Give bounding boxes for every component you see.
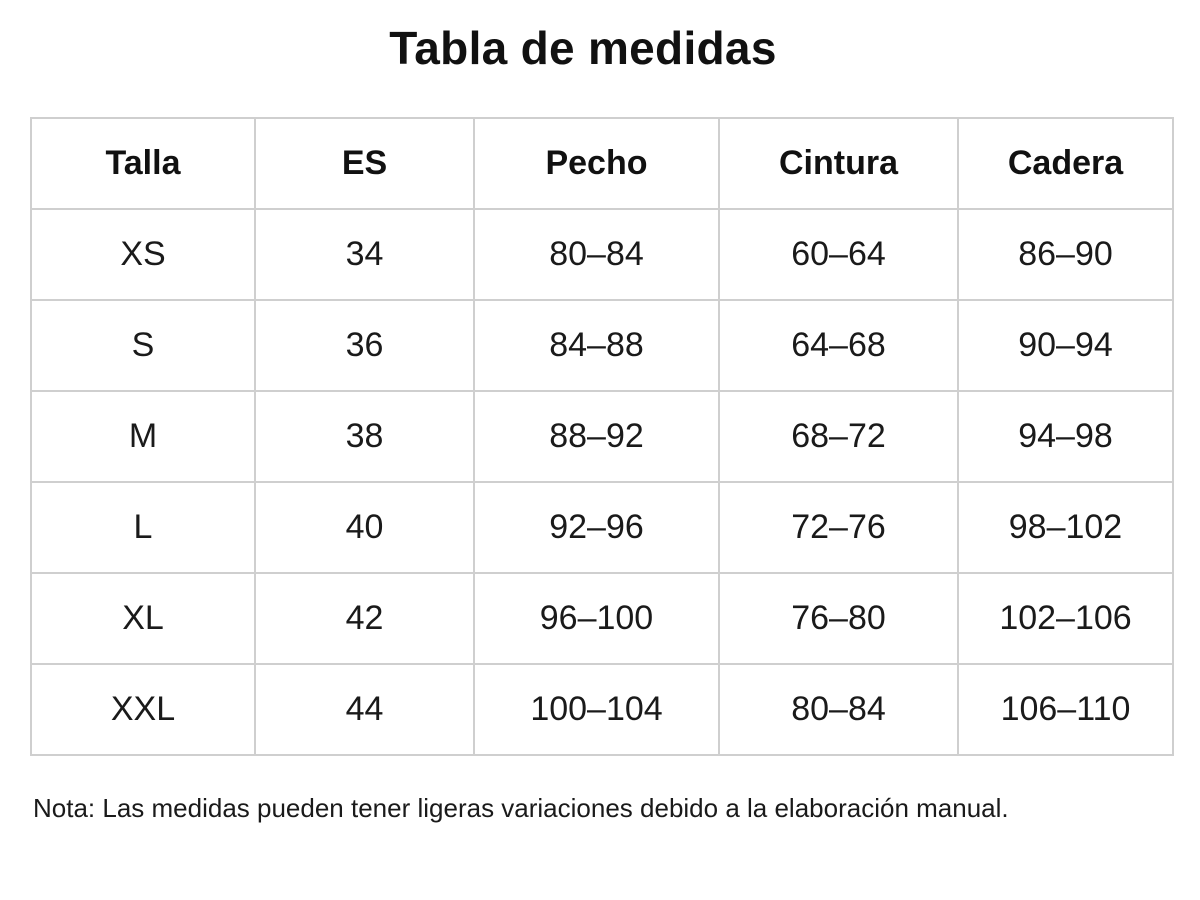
table-row [31,482,1173,573]
cell-pecho: 96–100 [474,573,719,664]
cell-talla: XS [31,209,255,300]
cell-talla: M [31,391,255,482]
cell-cadera: 102–106 [958,573,1173,664]
table-row [31,391,1173,482]
cell-cadera: 98–102 [958,482,1173,573]
cell-cintura: 68–72 [719,391,958,482]
table-row [31,209,1173,300]
cell-pecho: 92–96 [474,482,719,573]
cell-es: 40 [255,482,474,573]
cell-talla: S [31,300,255,391]
cell-talla: XXL [31,664,255,755]
table-header-row [31,118,1173,209]
cell-talla: XL [31,573,255,664]
table-row [31,300,1173,391]
cell-cintura: 76–80 [719,573,958,664]
cell-talla: L [31,482,255,573]
cell-es: 42 [255,573,474,664]
cell-es: 36 [255,300,474,391]
cell-pecho: 88–92 [474,391,719,482]
cell-cintura: 60–64 [719,209,958,300]
table-row [31,664,1173,755]
cell-cadera: 90–94 [958,300,1173,391]
footnote: Nota: Las medidas pueden tener ligeras variaciones debido a la elaboración manual. [33,793,1009,823]
header-cadera: Cadera [958,118,1173,209]
cell-cadera: 86–90 [958,209,1173,300]
cell-cintura: 80–84 [719,664,958,755]
cell-es: 34 [255,209,474,300]
header-talla: Talla [31,118,255,209]
cell-cadera: 106–110 [958,664,1173,755]
header-es: ES [255,118,474,209]
table-row [31,573,1173,664]
cell-pecho: 80–84 [474,209,719,300]
header-cintura: Cintura [719,118,958,209]
cell-pecho: 100–104 [474,664,719,755]
cell-es: 38 [255,391,474,482]
cell-cintura: 72–76 [719,482,958,573]
cell-pecho: 84–88 [474,300,719,391]
cell-es: 44 [255,664,474,755]
size-chart-table [30,117,1174,756]
cell-cadera: 94–98 [958,391,1173,482]
page-title: Tabla de medidas [389,22,777,74]
cell-cintura: 64–68 [719,300,958,391]
header-pecho: Pecho [474,118,719,209]
